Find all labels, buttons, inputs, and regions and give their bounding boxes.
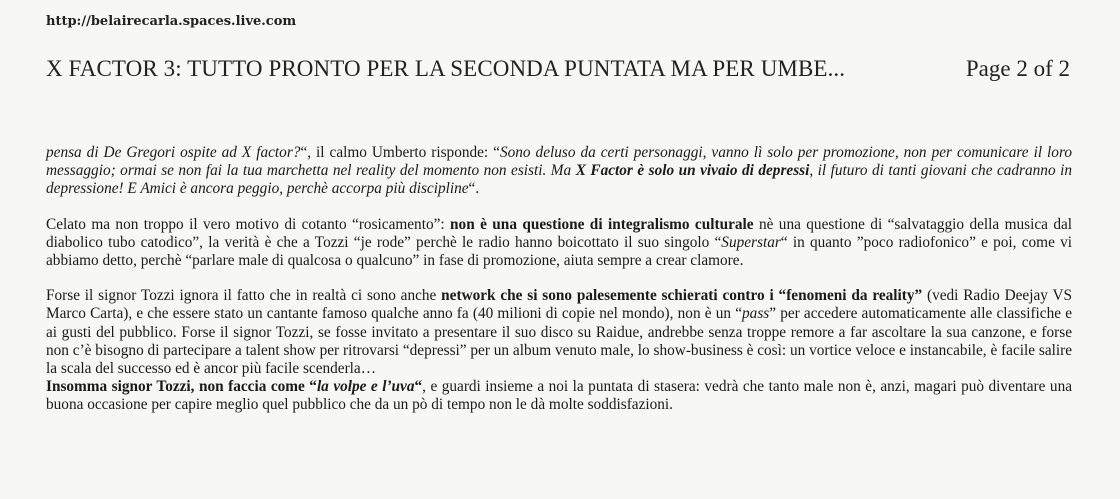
emphasis-italic-text: la volpe e l’uva xyxy=(316,378,415,396)
emphasis-text: network che si sono palesemente schierati contro i “fenomeni da reality” xyxy=(441,287,923,305)
song-title: Superstar xyxy=(721,233,781,251)
body-text: “, il calmo Umberto risponde: “ xyxy=(300,144,500,161)
body-text: ” per accedere automaticamente alle classifiche e ai gusti del pubblico. Forse il signor Tozzi, se fosse invitato a presentare il suo disco su Raidue, andrebbe senza troppe remore a far ascoltare la sua canzone, e forse non c’è bisogno di partecipare a talent show per ritrovarsi “depressi” per un album venuto male, lo show-business è così: un vortice veloce e instancabile, è facile salire la scala del successo ed è ancor più facile scenderla… xyxy=(46,305,1073,378)
article-body xyxy=(46,144,1072,415)
source-url: http://belairecarla.spaces.live.com xyxy=(46,14,297,29)
emphasis-text: X Factor è solo un vivaio di depressi xyxy=(575,162,810,180)
quote-text: Sono deluso da certi personaggi, vanno lì solo per promozione, non per comunicare il loro messaggio; ormai se non fai la tua marchetta nel reality del momento non esisti. Ma xyxy=(46,144,1072,180)
body-text: Celato ma non troppo il vero motivo di cotanto “rosicamento”: xyxy=(46,215,451,233)
body-text: (vedi Radio Deejay VS Marco Carta), e che essere stato un cantante famoso qualche anno fa (40 milioni di copie nel mondo), non è un “ xyxy=(46,287,1072,323)
emphasis-text: Insomma signor Tozzi, non faccia come “ xyxy=(46,378,317,396)
body-text: , e guardi insieme a noi la puntata di stasera: vedrà che tanto male non è, anzi, magari può diventare una buona occasione per capire meglio quel pubblico che da un pò di tempo non le dà molte soddisfazioni. xyxy=(46,378,1073,414)
quote-text: pensa di De Gregori ospite ad X factor? xyxy=(46,144,301,161)
body-text: nè una questione di “salvataggio della musica dal diabolico tubo catodico”, la verità è che a Tozzi “je rode” perchè le radio hanno boicottato il suo singolo “ xyxy=(46,215,1073,251)
paragraph-1 xyxy=(46,144,1072,199)
body-text: “ in quanto ”poco radiofonico” e poi, come vi abbiamo detto, perchè “parlare male di qualcosa o qualcuno” in fase di promozione, aiuta sempre a crear clamore. xyxy=(46,233,1072,270)
page-indicator: Page 2 of 2 xyxy=(965,56,1070,81)
body-text: Forse il signor Tozzi ignora il fatto che in realtà ci sono anche xyxy=(46,287,442,305)
italic-word: pass xyxy=(742,305,770,323)
emphasis-text: “ xyxy=(414,378,423,396)
quote-text: , il futuro di tanti giovani che cadranno in depressione! E Amici è ancora peggio, perchè accorpa più discipline xyxy=(46,162,1072,198)
paragraph-3 xyxy=(46,287,1072,414)
document-title: X FACTOR 3: TUTTO PRONTO PER LA SECONDA PUNTATA MA PER UMBE... xyxy=(46,56,846,81)
paragraph-2 xyxy=(46,216,1072,271)
emphasis-text: non è una questione di integralismo culturale xyxy=(450,215,754,233)
body-text: “. xyxy=(468,180,480,198)
